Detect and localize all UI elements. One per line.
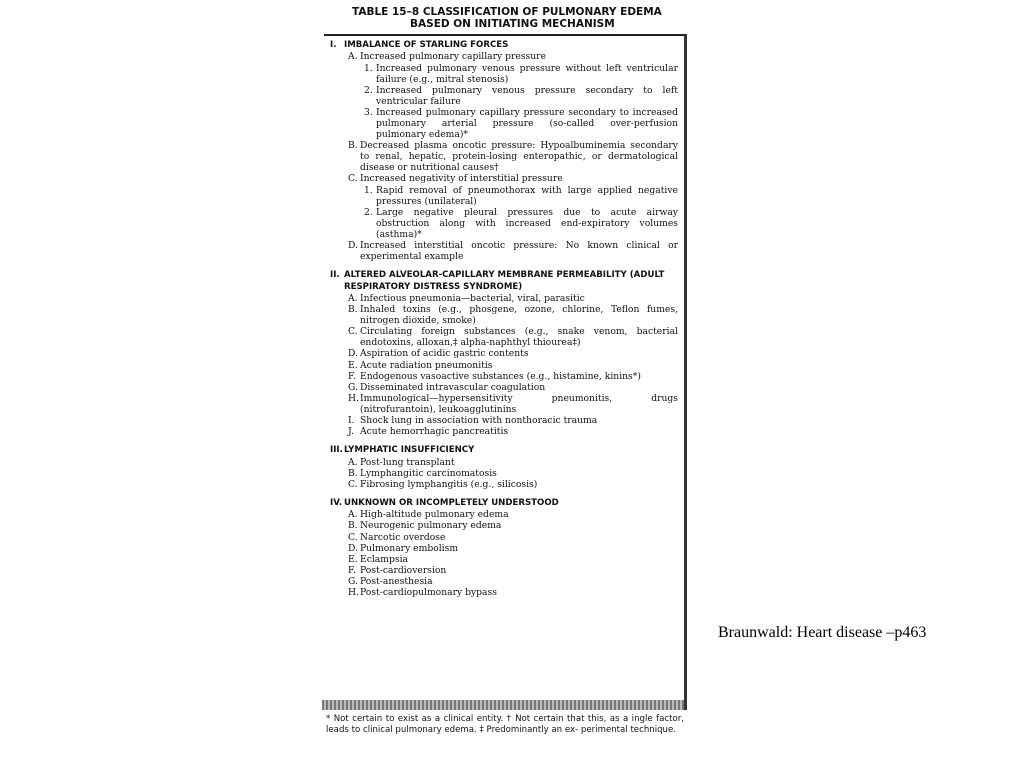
item-letter: B. xyxy=(348,304,358,316)
item-text: Decreased plasma oncotic pressure: Hypoalbuminemia secondary to renal, hepatic, protein-losing enteropathic, or dermatological disease or nutritional causes† xyxy=(360,140,678,174)
section-title: IMBALANCE OF STARLING FORCES xyxy=(344,40,509,50)
table-item xyxy=(330,360,678,371)
item-letter: D. xyxy=(348,542,358,554)
item-letter: J. xyxy=(348,426,354,438)
item-text: Increased pulmonary capillary pressure xyxy=(360,51,547,63)
item-text: Increased negativity of interstitial pressure xyxy=(360,173,563,185)
item-letter: G. xyxy=(348,575,358,587)
item-text: Immunological—hypersensitivity pneumonitis, drugs (nitrofurantoin), leukoagglutinins xyxy=(360,392,678,415)
item-text: Shock lung in association with nonthoracic trauma xyxy=(360,415,598,427)
item-letter: D. xyxy=(348,348,358,360)
table-item xyxy=(330,240,678,262)
table-title-line1: TABLE 15–8 CLASSIFICATION OF PULMONARY EDEMA xyxy=(352,6,662,18)
table-subitem xyxy=(330,207,678,240)
item-letter: H. xyxy=(348,392,359,404)
subitem-text: Increased pulmonary venous pressure without left ventricular failure (e.g., mitral stenosis) xyxy=(376,62,678,85)
table-item xyxy=(330,371,678,382)
item-text: Increased interstitial oncotic pressure: No known clinical or experimental example xyxy=(360,240,678,263)
item-text: Post-cardiopulmonary bypass xyxy=(360,586,497,598)
item-letter: D. xyxy=(348,240,358,251)
table-item xyxy=(330,293,678,304)
table-item xyxy=(330,576,678,587)
subitem-number: 2. xyxy=(364,206,373,218)
section-title: LYMPHATIC INSUFFICIENCY xyxy=(344,445,475,456)
item-text: Post-cardioversion xyxy=(360,564,447,576)
section-title: ALTERED ALVEOLAR-CAPILLARY MEMBRANE PERMEABILITY (ADULT xyxy=(344,270,665,281)
item-letter: A. xyxy=(348,293,358,304)
table-item xyxy=(330,543,678,554)
source-caption: Braunwald: Heart disease –p463 xyxy=(718,624,927,641)
table-subitem xyxy=(330,185,678,207)
item-letter: I. xyxy=(348,415,355,427)
item-letter: C. xyxy=(348,531,358,543)
item-text: Inhaled toxins (e.g., phosgene, ozone, chlorine, Teflon fumes, nitrogen dioxide, smoke) xyxy=(360,304,678,327)
item-letter: E. xyxy=(348,359,358,371)
item-letter: B. xyxy=(348,467,358,479)
table-item xyxy=(330,587,678,598)
subitem-text: Increased pulmonary capillary pressure secondary to increased pulmonary arterial pressure (so-called over-perfusion pulmonary edema)* xyxy=(376,106,678,141)
table-item xyxy=(330,173,678,184)
table-item xyxy=(330,520,678,531)
table-item xyxy=(330,457,678,468)
item-letter: B. xyxy=(348,140,358,152)
item-letter: A. xyxy=(348,51,358,63)
item-text: Pulmonary embolism xyxy=(360,542,459,554)
subitem-number: 2. xyxy=(364,84,373,96)
item-text: Acute hemorrhagic pancreatitis xyxy=(360,426,509,438)
table-content xyxy=(330,40,678,598)
item-letter: B. xyxy=(348,520,358,532)
subitem-number: 1. xyxy=(364,62,373,74)
item-letter: F. xyxy=(348,564,356,576)
item-letter: A. xyxy=(348,456,358,468)
item-text: Lymphangitic carcinomatosis xyxy=(360,467,497,479)
section-number: I. xyxy=(330,40,337,50)
table-item xyxy=(330,304,678,326)
table-title xyxy=(352,6,672,30)
table-item xyxy=(330,393,678,415)
item-text: Acute radiation pneumonitis xyxy=(360,359,493,371)
item-letter: A. xyxy=(348,509,358,521)
item-text: Circulating foreign substances (e.g., snake venom, bacterial endotoxins, alloxan,‡ alpha-naphthyl thiourea‡) xyxy=(360,326,678,349)
subitem-number: 1. xyxy=(364,184,373,196)
table-body xyxy=(324,34,687,710)
section-heading xyxy=(330,498,678,509)
table-subitem xyxy=(330,85,678,107)
item-text: Aspiration of acidic gastric contents xyxy=(360,348,529,360)
section-number: III. xyxy=(330,445,343,456)
item-text: Neurogenic pulmonary edema xyxy=(360,520,502,532)
item-text: Infectious pneumonia—bacterial, viral, parasitic xyxy=(360,293,585,304)
table-item xyxy=(330,415,678,426)
section-number: IV. xyxy=(330,497,343,508)
table-item xyxy=(330,565,678,576)
item-letter: C. xyxy=(348,326,358,338)
item-letter: E. xyxy=(348,553,358,565)
table-item xyxy=(330,554,678,565)
table-item xyxy=(330,426,678,437)
table-item xyxy=(330,479,678,490)
table-item xyxy=(330,509,678,520)
section-number: II. xyxy=(330,270,340,281)
table-item xyxy=(330,348,678,359)
subitem-text: Large negative pleural pressures due to acute airway obstruction along with increased end-expiratory volumes (asthma)* xyxy=(376,206,678,240)
subitem-text: Rapid removal of pneumothorax with large applied negative pressures (unilateral) xyxy=(376,184,678,207)
table-item xyxy=(330,468,678,479)
item-text: Fibrosing lymphangitis (e.g., silicosis) xyxy=(360,478,538,490)
subitem-number: 3. xyxy=(364,106,373,118)
subitem-text: Increased pulmonary venous pressure secondary to left ventricular failure xyxy=(376,84,678,107)
table-subitem xyxy=(330,107,678,140)
section-heading xyxy=(330,40,678,51)
table-subitem xyxy=(330,63,678,85)
item-letter: C. xyxy=(348,173,358,185)
section-title: UNKNOWN OR INCOMPLETELY UNDERSTOOD xyxy=(344,497,559,508)
item-letter: H. xyxy=(348,586,359,598)
item-text: Post-anesthesia xyxy=(360,575,433,587)
scanned-table-page xyxy=(322,0,688,768)
item-text: Eclampsia xyxy=(360,553,408,565)
table-title-line2: BASED ON INITIATING MECHANISM xyxy=(410,18,615,30)
item-text: High-altitude pulmonary edema xyxy=(360,509,509,521)
item-text: Disseminated intravascular coagulation xyxy=(360,381,546,393)
table-item xyxy=(330,532,678,543)
section-title-continued: RESPIRATORY DISTRESS SYNDROME) xyxy=(344,281,523,292)
section-heading xyxy=(330,445,678,456)
item-letter: C. xyxy=(348,478,358,490)
table-item xyxy=(330,51,678,62)
table-item xyxy=(330,326,678,348)
item-letter: G. xyxy=(348,381,358,393)
item-text: Endogenous vasoactive substances (e.g., histamine, kinins*) xyxy=(360,370,641,382)
item-text: Narcotic overdose xyxy=(360,531,446,543)
table-footnote: * Not certain to exist as a clinical entity. † Not certain that this, as a ingle factor, leads to clinical pulmonary edema. ‡ Predominantly an ex- perimental technique. xyxy=(326,714,684,735)
table-item xyxy=(330,140,678,173)
item-text: Post-lung transplant xyxy=(360,456,455,468)
section-heading xyxy=(330,270,678,293)
table-item xyxy=(330,382,678,393)
item-letter: F. xyxy=(348,370,356,382)
